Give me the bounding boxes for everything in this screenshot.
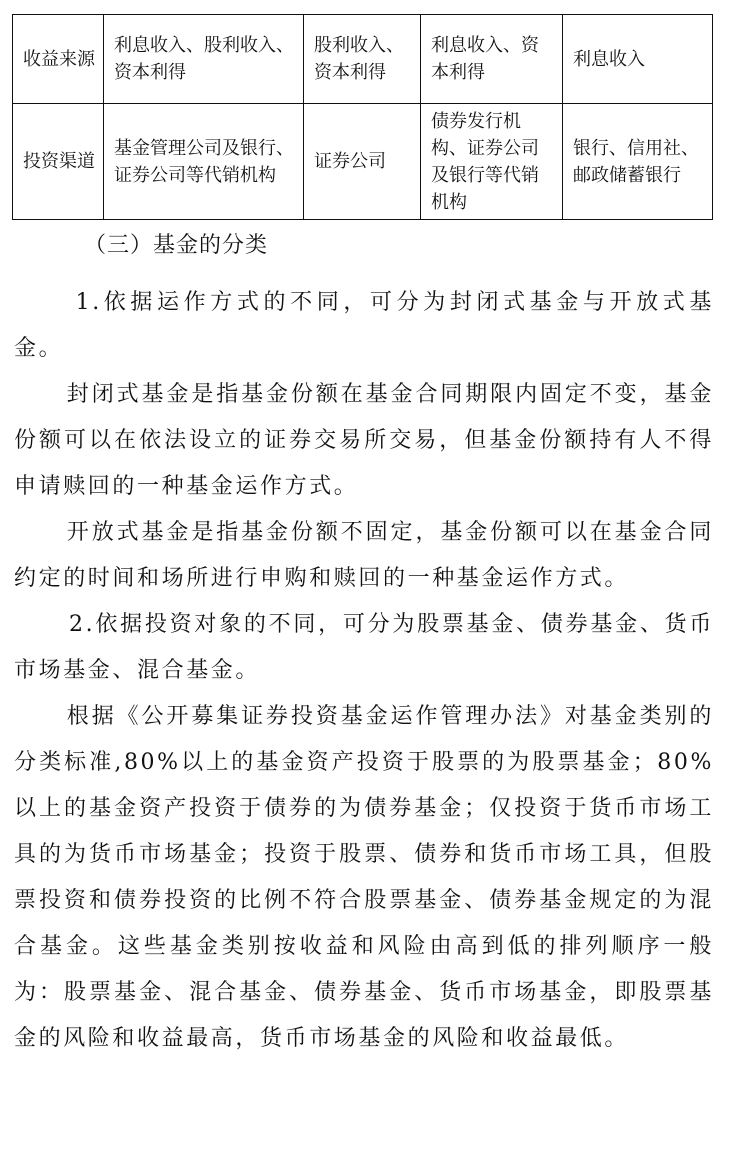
paragraph-classification-standard: 根据《公开募集证券投资基金运作管理办法》对基金类别的分类标准,80%以上的基金资产投资于股票的为股票基金；80%以上的基金资产投资于债券的为债券基金；仅投资于货币市场工具的为货币市场基金；投资于股票、债券和货币市场工具，但股票投资和债券投资的比例不符合股票基金、债券基金规定的为混合基金。这些基金类别按收益和风险由高到低的排列顺序一般为：股票基金、混合基金、债券基金、货币市场基金，即股票基金的风险和收益最高，货币市场基金的风险和收益最低。 (14, 704, 714, 1051)
comparison-table (12, 14, 713, 220)
table-cell: 银行、信用社、邮政储蓄银行 (563, 104, 713, 220)
table-cell: 基金管理公司及银行、证券公司等代销机构 (104, 104, 304, 220)
table-cell: 证券公司 (304, 104, 421, 220)
table-cell: 利息收入、资本利得 (421, 15, 563, 104)
paragraph-open-end-fund: 开放式基金是指基金份额不固定，基金份额可以在基金合同约定的时间和场所进行申购和赎回的一种基金运作方式。 (14, 520, 714, 591)
table-cell: 债券发行机构、证券公司及银行等代销机构 (421, 104, 563, 220)
table-cell: 股利收入、资本利得 (304, 15, 421, 104)
table-row-income-source (13, 15, 713, 104)
table-cell: 利息收入 (563, 15, 713, 104)
body-text (14, 280, 714, 1062)
paragraph-closed-end-fund: 封闭式基金是指基金份额在基金合同期限内固定不变，基金份额可以在依法设立的证券交易所交易，但基金份额持有人不得申请赎回的一种基金运作方式。 (14, 382, 714, 499)
row-label-income-source: 收益来源 (13, 15, 104, 104)
table-cell: 利息收入、股利收入、资本利得 (104, 15, 304, 104)
table-row-investment-channel (13, 104, 713, 220)
paragraph-operation-type: 1.依据运作方式的不同，可分为封闭式基金与开放式基金。 (14, 290, 714, 361)
paragraph-investment-target: 2.依据投资对象的不同，可分为股票基金、债券基金、货币市场基金、混合基金。 (14, 612, 714, 683)
section-heading: （三）基金的分类 (84, 233, 269, 258)
row-label-investment-channel: 投资渠道 (13, 104, 104, 220)
